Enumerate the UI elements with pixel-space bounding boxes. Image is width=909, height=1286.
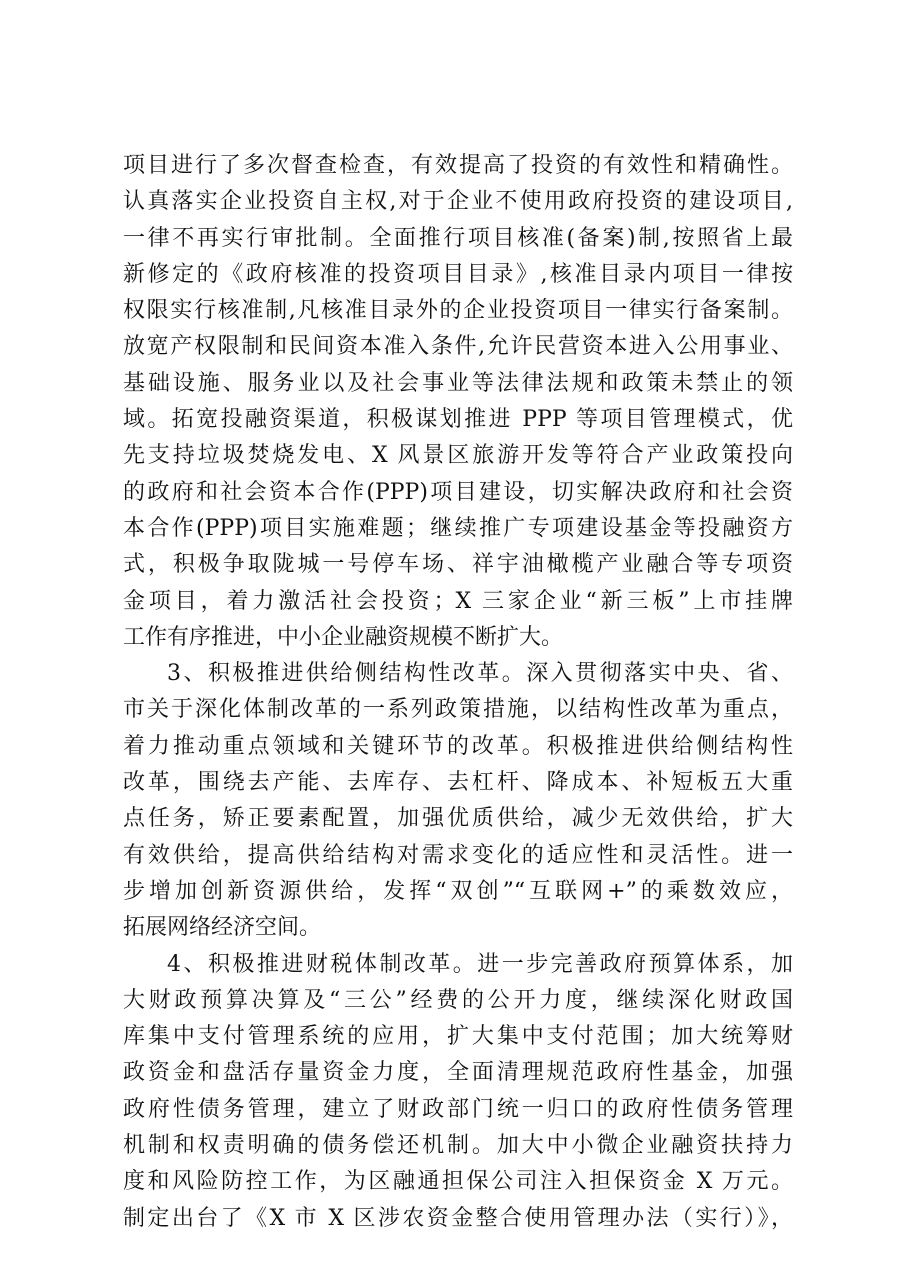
document-body xyxy=(123,148,793,1237)
text-line: 认真落实企业投资自主权,对于企业不使用政府投资的建设项目, xyxy=(123,189,793,215)
text-line: 步增加创新资源供给，发挥“双创”“互联网+”的乘数效应， xyxy=(123,878,793,904)
text-line: 度和风险防控工作，为区融通担保公司注入担保资金 X 万元。 xyxy=(123,1169,793,1195)
text-line: 权限实行核准制,凡核准目录外的企业投资项目一律实行备案制。 xyxy=(123,298,793,324)
text-line: 项目进行了多次督查检查，有效提高了投资的有效性和精确性。 xyxy=(123,153,793,178)
text-line: 式，积极争取陇城一号停车场、祥宇油橄榄产业融合等专项资 xyxy=(123,552,793,578)
text-line: 政府性债务管理，建立了财政部门统一归口的政府性债务管理 xyxy=(123,1096,793,1122)
text-line: 制定出台了《X 市 X 区涉农资金整合使用管理办法（实行）》， xyxy=(123,1205,793,1231)
text-line: 4、积极推进财税体制改革。进一步完善政府预算体系，加 xyxy=(167,951,793,977)
text-line: 先支持垃圾焚烧发电、X 风景区旅游开发等符合产业政策投向 xyxy=(123,443,793,469)
text-line: 工作有序推进，中小企业融资规模不断扩大。 xyxy=(123,624,564,650)
text-line: 市关于深化体制改革的一系列政策措施，以结构性改革为重点， xyxy=(123,697,793,723)
text-line: 本合作(PPP)项目实施难题；继续推广专项建设基金等投融资方 xyxy=(123,515,793,541)
text-line: 改革，围绕去产能、去库存、去杠杆、降成本、补短板五大重 xyxy=(123,770,793,796)
text-line: 新修定的《政府核准的投资项目目录》,核准目录内项目一律按 xyxy=(123,261,793,287)
text-line: 基础设施、服务业以及社会事业等法律法规和政策未禁止的领 xyxy=(123,370,793,396)
text-line: 域。拓宽投融资渠道，积极谋划推进 PPP 等项目管理模式，优 xyxy=(123,407,793,433)
text-line: 放宽产权限制和民间资本准入条件,允许民营资本进入公用事业、 xyxy=(123,334,793,360)
text-line: 金项目，着力激活社会投资；X 三家企业“新三板”上市挂牌 xyxy=(123,588,793,614)
text-line: 点任务，矫正要素配置，加强优质供给，减少无效供给，扩大 xyxy=(123,806,793,832)
text-line: 着力推动重点领域和关键环节的改革。积极推进供给侧结构性 xyxy=(123,733,793,759)
text-line: 有效供给，提高供给结构对需求变化的适应性和灵活性。进一 xyxy=(123,842,793,868)
text-line: 政资金和盘活存量资金力度，全面清理规范政府性基金，加强 xyxy=(123,1060,793,1086)
text-line: 拓展网络经济空间。 xyxy=(123,915,322,941)
text-line: 库集中支付管理系统的应用，扩大集中支付范围；加大统筹财 xyxy=(123,1024,793,1050)
text-line: 机制和权责明确的债务偿还机制。加大中小微企业融资扶持力 xyxy=(123,1133,793,1159)
text-line: 大财政预算决算及“三公”经费的公开力度，继续深化财政国 xyxy=(123,987,793,1013)
text-line: 的政府和社会资本合作(PPP)项目建设，切实解决政府和社会资 xyxy=(123,479,793,505)
text-line: 一律不再实行审批制。全面推行项目核准(备案)制,按照省上最 xyxy=(123,225,793,251)
text-line: 3、积极推进供给侧结构性改革。深入贯彻落实中央、省、 xyxy=(167,661,793,687)
